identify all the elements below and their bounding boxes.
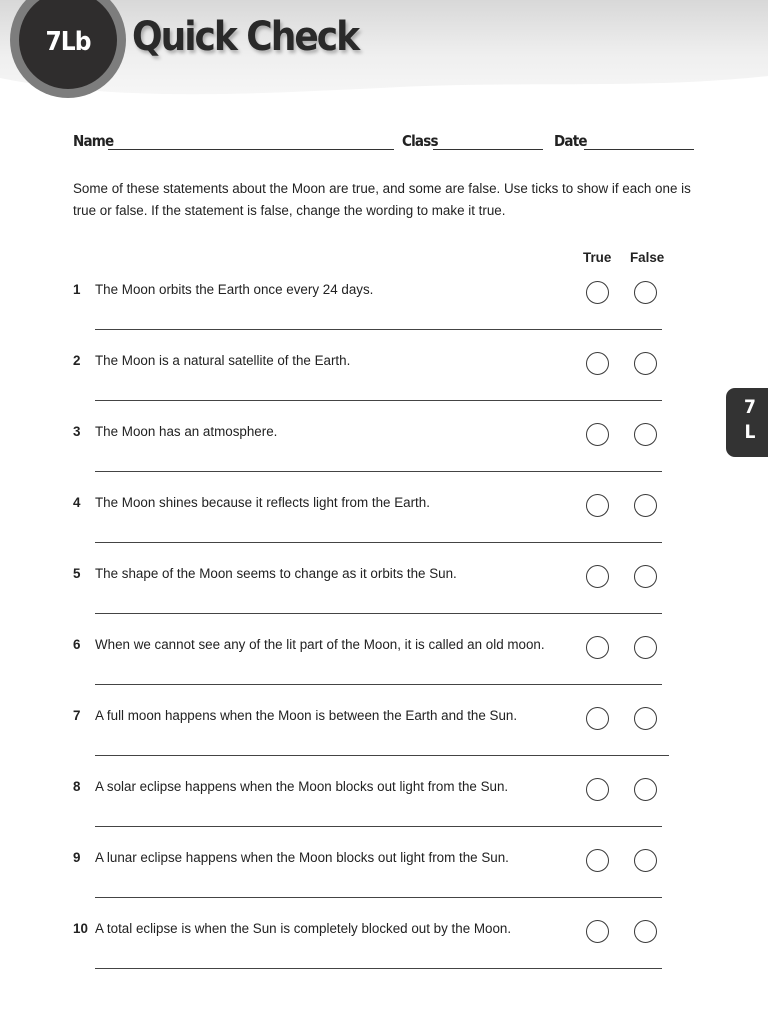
question-statement: The shape of the Moon seems to change as it orbits the Sun. (95, 566, 457, 581)
true-answer-circle[interactable] (586, 707, 609, 730)
correction-line[interactable] (95, 542, 662, 543)
question-row (0, 495, 768, 565)
false-answer-circle[interactable] (634, 636, 657, 659)
question-number: 8 (73, 779, 81, 794)
question-number: 1 (73, 282, 81, 297)
correction-line[interactable] (95, 613, 662, 614)
question-number: 10 (73, 921, 88, 936)
correction-line[interactable] (95, 826, 662, 827)
false-answer-circle[interactable] (634, 494, 657, 517)
chapter-side-tab (726, 388, 768, 457)
true-answer-circle[interactable] (586, 849, 609, 872)
question-statement: A full moon happens when the Moon is between the Earth and the Sun. (95, 708, 518, 723)
false-answer-circle[interactable] (634, 778, 657, 801)
question-statement: A lunar eclipse happens when the Moon blocks out light from the Sun. (95, 850, 509, 865)
question-number: 3 (73, 424, 81, 439)
question-statement: The Moon has an atmosphere. (95, 424, 278, 439)
question-number: 5 (73, 566, 81, 581)
question-number: 4 (73, 495, 81, 510)
true-answer-circle[interactable] (586, 281, 609, 304)
false-answer-circle[interactable] (634, 565, 657, 588)
question-row (0, 921, 768, 991)
question-row (0, 708, 768, 778)
page-title: Quick Check (132, 14, 359, 60)
true-answer-circle[interactable] (586, 423, 609, 446)
question-number: 9 (73, 850, 81, 865)
instructions-text: Some of these statements about the Moon are true, and some are false. Use ticks to show if each one is true or false. If the statement is false, change the wording to make it true. (73, 181, 691, 218)
question-row (0, 282, 768, 352)
false-answer-circle[interactable] (634, 849, 657, 872)
question-statement: The Moon orbits the Earth once every 24 days. (95, 282, 374, 297)
question-number: 7 (73, 708, 81, 723)
correction-line[interactable] (95, 400, 662, 401)
question-number: 6 (73, 637, 81, 652)
question-statement: When we cannot see any of the lit part of the Moon, it is called an old moon. (95, 637, 545, 652)
question-statement: A solar eclipse happens when the Moon blocks out light from the Sun. (95, 779, 509, 794)
question-statement: The Moon is a natural satellite of the Earth. (95, 353, 351, 368)
correction-line[interactable] (95, 968, 662, 969)
false-answer-circle[interactable] (634, 352, 657, 375)
date-label: Date (554, 132, 587, 150)
false-answer-circle[interactable] (634, 707, 657, 730)
unit-badge-inner (19, 0, 117, 89)
false-answer-circle[interactable] (634, 920, 657, 943)
true-answer-circle[interactable] (586, 565, 609, 588)
false-answer-circle[interactable] (634, 281, 657, 304)
question-row (0, 353, 768, 423)
question-statement: The Moon shines because it reflects light from the Earth. (95, 495, 430, 510)
name-field[interactable] (108, 149, 394, 150)
name-label: Name (73, 132, 114, 150)
true-answer-circle[interactable] (586, 778, 609, 801)
student-info-row (0, 132, 768, 152)
correction-line[interactable] (95, 329, 662, 330)
unit-badge-label: 7Lb (45, 27, 91, 57)
question-statement: A total eclipse is when the Sun is completely blocked out by the Moon. (95, 921, 512, 936)
class-label: Class (402, 132, 438, 150)
correction-line[interactable] (95, 471, 662, 472)
date-field[interactable] (584, 149, 694, 150)
question-row (0, 779, 768, 849)
false-answer-circle[interactable] (634, 423, 657, 446)
question-row (0, 424, 768, 494)
question-row (0, 566, 768, 636)
true-answer-circle[interactable] (586, 636, 609, 659)
correction-line[interactable] (95, 755, 669, 756)
side-tab-line2: L (744, 421, 756, 443)
question-row (0, 637, 768, 707)
true-column-header: True (583, 250, 612, 265)
side-tab-line1: 7 (744, 396, 756, 418)
question-row (0, 850, 768, 920)
class-field[interactable] (433, 149, 543, 150)
false-column-header: False (630, 250, 665, 265)
correction-line[interactable] (95, 897, 662, 898)
true-answer-circle[interactable] (586, 494, 609, 517)
question-number: 2 (73, 353, 81, 368)
correction-line[interactable] (95, 684, 662, 685)
true-answer-circle[interactable] (586, 920, 609, 943)
true-answer-circle[interactable] (586, 352, 609, 375)
